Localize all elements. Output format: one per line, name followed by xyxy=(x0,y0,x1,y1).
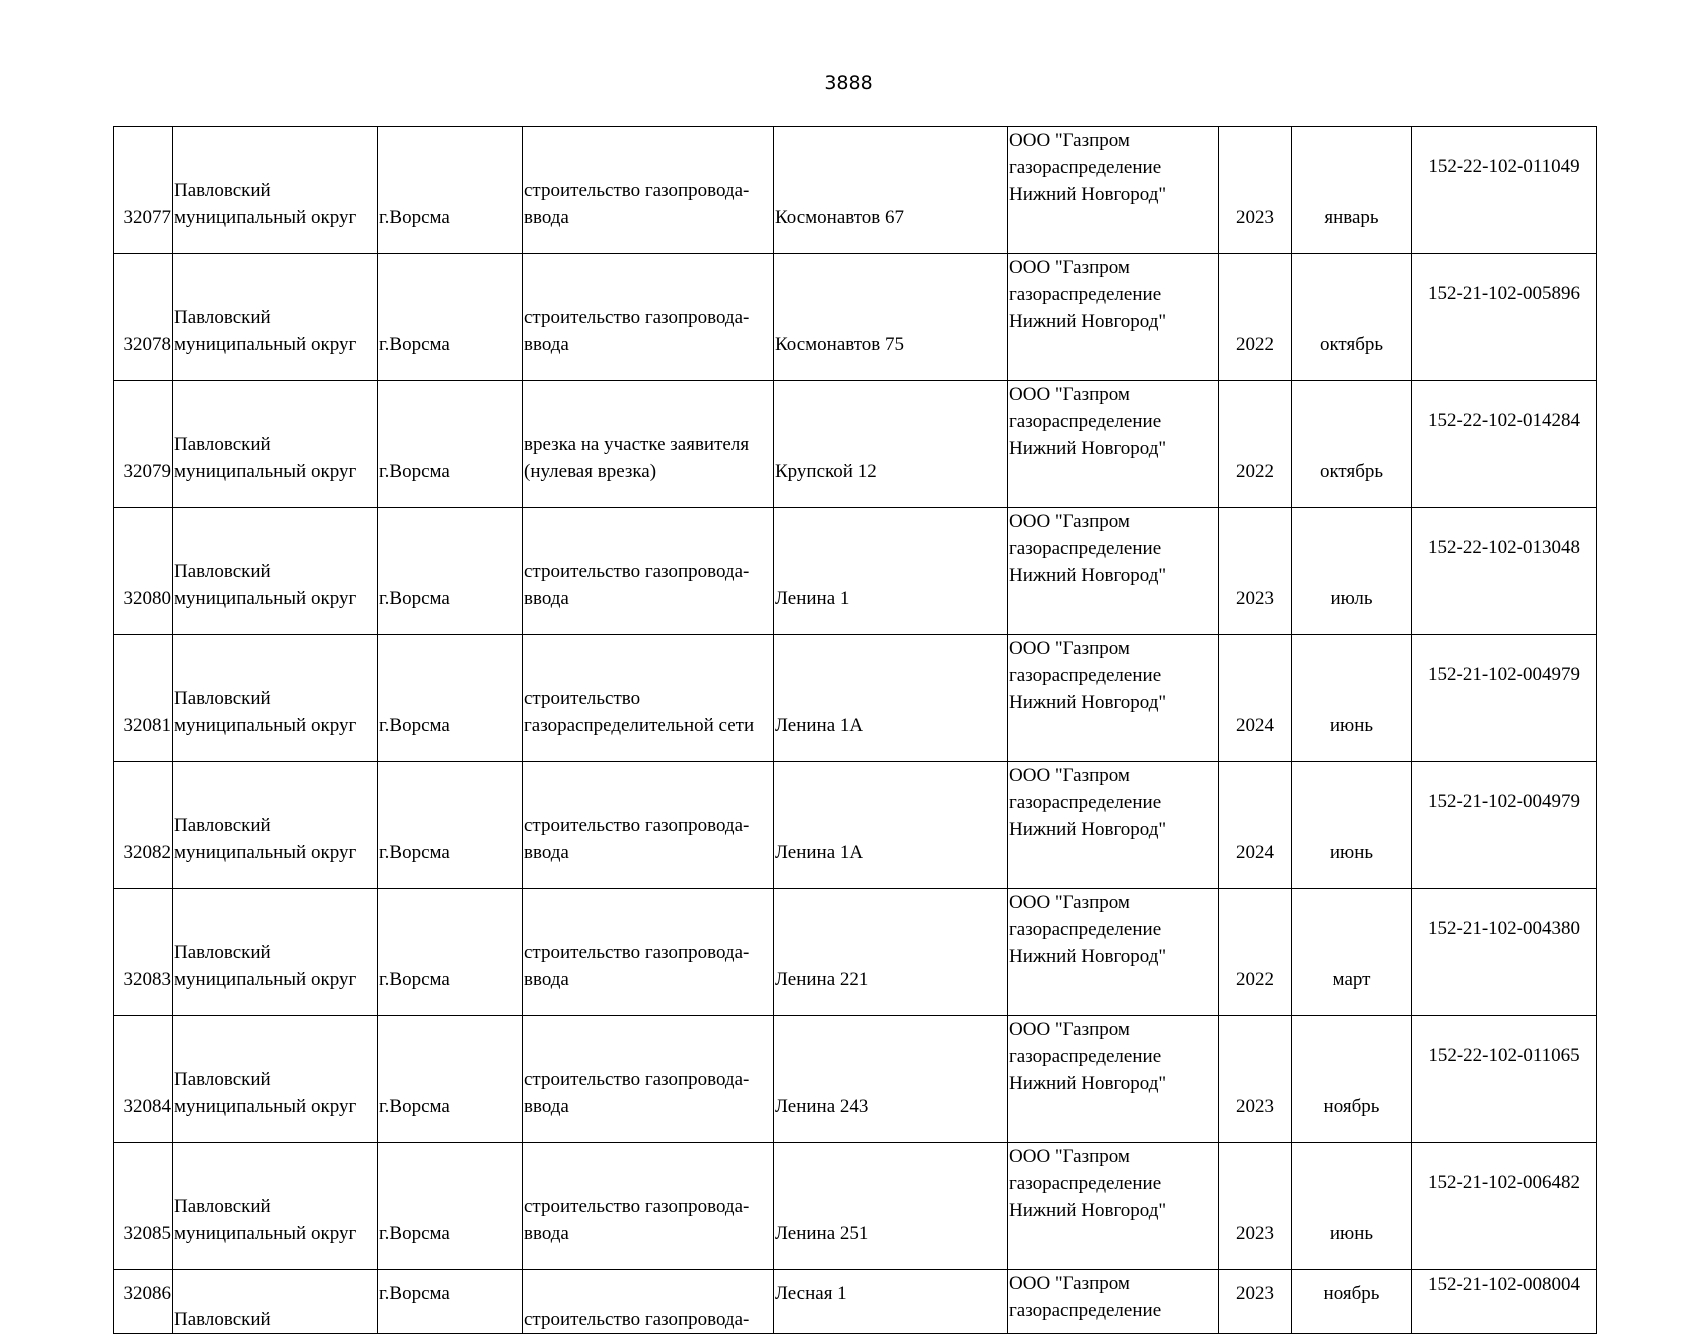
org-line: ООО "Газпром xyxy=(1009,638,1130,659)
work-type-cell xyxy=(523,762,774,889)
district-line: муниципальный округ xyxy=(174,715,357,736)
org-line: ООО "Газпром xyxy=(1009,1146,1130,1167)
district-cell xyxy=(173,381,378,508)
org-line: газораспределение xyxy=(1009,1173,1162,1194)
application-code-cell: 152-21-102-004380 xyxy=(1412,889,1597,1016)
record-number: 32084 xyxy=(114,1016,173,1143)
work-line: строительство газопровода- xyxy=(524,561,750,582)
record-number: 32082 xyxy=(114,762,173,889)
org-line: газораспределение xyxy=(1009,538,1162,559)
year-cell: 2023 xyxy=(1219,1270,1292,1334)
city-cell: г.Ворсма xyxy=(378,1143,523,1270)
year-cell: 2022 xyxy=(1219,889,1292,1016)
table-row xyxy=(114,254,1597,381)
year-cell: 2023 xyxy=(1219,127,1292,254)
org-line: Нижний Новгород" xyxy=(1009,692,1167,713)
city-cell: г.Ворсма xyxy=(378,1270,523,1334)
work-line: строительство газопровода- xyxy=(524,942,750,963)
org-line: ООО "Газпром xyxy=(1009,257,1130,278)
work-line: ввода xyxy=(524,1096,569,1117)
city-cell: г.Ворсма xyxy=(378,254,523,381)
org-line: Нижний Новгород" xyxy=(1009,565,1167,586)
table-row xyxy=(114,1143,1597,1270)
table-row xyxy=(114,1270,1597,1334)
work-type-cell xyxy=(523,635,774,762)
city-cell: г.Ворсма xyxy=(378,762,523,889)
year-cell: 2022 xyxy=(1219,254,1292,381)
org-line: газораспределение xyxy=(1009,411,1162,432)
application-code-cell: 152-21-102-005896 xyxy=(1412,254,1597,381)
organization-cell xyxy=(1008,127,1219,254)
org-line: Нижний Новгород" xyxy=(1009,1073,1167,1094)
org-line: ООО "Газпром xyxy=(1009,511,1130,532)
work-line: строительство xyxy=(524,688,641,709)
district-line: Павловский xyxy=(174,942,271,963)
month-cell: июнь xyxy=(1292,1143,1412,1270)
district-cell xyxy=(173,1143,378,1270)
work-type-cell xyxy=(523,381,774,508)
org-line: Нижний Новгород" xyxy=(1009,184,1167,205)
application-code-cell: 152-21-102-006482 xyxy=(1412,1143,1597,1270)
org-line: Нижний Новгород" xyxy=(1009,819,1167,840)
district-line: муниципальный округ xyxy=(174,588,357,609)
work-line: строительство газопровода- xyxy=(524,1309,750,1330)
district-line: Павловский xyxy=(174,1196,271,1217)
record-number: 32086 xyxy=(114,1270,173,1334)
district-line: Павловский xyxy=(174,180,271,201)
district-line: муниципальный округ xyxy=(174,1223,357,1244)
month-cell: ноябрь xyxy=(1292,1016,1412,1143)
district-line: Павловский xyxy=(174,688,271,709)
work-type-cell xyxy=(523,1016,774,1143)
organization-cell xyxy=(1008,1270,1219,1334)
district-cell xyxy=(173,508,378,635)
organization-cell xyxy=(1008,889,1219,1016)
city-cell: г.Ворсма xyxy=(378,508,523,635)
work-type-cell xyxy=(523,127,774,254)
work-line: строительство газопровода- xyxy=(524,815,750,836)
table-row xyxy=(114,127,1597,254)
org-line: газораспределение xyxy=(1009,1300,1162,1321)
organization-cell xyxy=(1008,762,1219,889)
month-cell: июнь xyxy=(1292,635,1412,762)
record-number: 32077 xyxy=(114,127,173,254)
table-row xyxy=(114,1016,1597,1143)
work-line: строительство газопровода- xyxy=(524,180,750,201)
organization-cell xyxy=(1008,381,1219,508)
district-line: Павловский xyxy=(174,1069,271,1090)
district-line: муниципальный округ xyxy=(174,461,357,482)
application-code-cell: 152-22-102-014284 xyxy=(1412,381,1597,508)
district-line: муниципальный округ xyxy=(174,1096,357,1117)
address-cell: Крупской 12 xyxy=(774,381,1008,508)
year-cell: 2023 xyxy=(1219,508,1292,635)
district-line: Павловский xyxy=(174,815,271,836)
address-cell: Ленина 1 xyxy=(774,508,1008,635)
district-line: муниципальный округ xyxy=(174,842,357,863)
address-cell: Лесная 1 xyxy=(774,1270,1008,1334)
page-number: 3888 xyxy=(824,72,873,94)
org-line: Нижний Новгород" xyxy=(1009,1200,1167,1221)
month-cell: январь xyxy=(1292,127,1412,254)
work-line: ввода xyxy=(524,969,569,990)
district-line: Павловский xyxy=(174,561,271,582)
city-cell: г.Ворсма xyxy=(378,127,523,254)
work-line: ввода xyxy=(524,207,569,228)
district-cell xyxy=(173,762,378,889)
month-cell: октябрь xyxy=(1292,381,1412,508)
org-line: газораспределение xyxy=(1009,1046,1162,1067)
month-cell: июль xyxy=(1292,508,1412,635)
month-cell: ноябрь xyxy=(1292,1270,1412,1334)
application-code-cell: 152-22-102-011049 xyxy=(1412,127,1597,254)
application-code-cell: 152-21-102-004979 xyxy=(1412,635,1597,762)
district-line: муниципальный округ xyxy=(174,207,357,228)
work-type-cell xyxy=(523,889,774,1016)
org-line: ООО "Газпром xyxy=(1009,1019,1130,1040)
table-row xyxy=(114,381,1597,508)
city-cell: г.Ворсма xyxy=(378,635,523,762)
district-cell xyxy=(173,635,378,762)
month-cell: октябрь xyxy=(1292,254,1412,381)
district-line: Павловский xyxy=(174,1309,271,1330)
year-cell: 2023 xyxy=(1219,1016,1292,1143)
table-row xyxy=(114,508,1597,635)
address-cell: Ленина 251 xyxy=(774,1143,1008,1270)
district-line: Павловский xyxy=(174,434,271,455)
year-cell: 2023 xyxy=(1219,1143,1292,1270)
district-line: муниципальный округ xyxy=(174,334,357,355)
address-cell: Ленина 1А xyxy=(774,762,1008,889)
work-line: врезка на участке заявителя xyxy=(524,434,750,455)
application-code-cell: 152-21-102-008004 xyxy=(1412,1270,1597,1334)
table-row xyxy=(114,635,1597,762)
org-line: ООО "Газпром xyxy=(1009,1273,1130,1294)
org-line: Нижний Новгород" xyxy=(1009,311,1167,332)
record-number: 32078 xyxy=(114,254,173,381)
city-cell: г.Ворсма xyxy=(378,381,523,508)
year-cell: 2024 xyxy=(1219,635,1292,762)
org-line: Нижний Новгород" xyxy=(1009,946,1167,967)
district-line: Павловский xyxy=(174,307,271,328)
work-line: строительство газопровода- xyxy=(524,307,750,328)
org-line: газораспределение xyxy=(1009,792,1162,813)
work-line: газораспределительной сети xyxy=(524,715,755,736)
work-type-cell xyxy=(523,1270,774,1334)
org-line: газораспределение xyxy=(1009,284,1162,305)
district-cell xyxy=(173,1016,378,1143)
work-type-cell xyxy=(523,1143,774,1270)
district-line: муниципальный округ xyxy=(174,969,357,990)
work-line: (нулевая врезка) xyxy=(524,461,657,482)
month-cell: март xyxy=(1292,889,1412,1016)
record-number: 32081 xyxy=(114,635,173,762)
application-code-cell: 152-22-102-013048 xyxy=(1412,508,1597,635)
work-line: ввода xyxy=(524,334,569,355)
record-number: 32080 xyxy=(114,508,173,635)
org-line: ООО "Газпром xyxy=(1009,384,1130,405)
address-cell: Ленина 243 xyxy=(774,1016,1008,1143)
district-cell xyxy=(173,889,378,1016)
record-number: 32079 xyxy=(114,381,173,508)
org-line: газораспределение xyxy=(1009,157,1162,178)
district-cell xyxy=(173,254,378,381)
address-cell: Космонавтов 75 xyxy=(774,254,1008,381)
work-line: строительство газопровода- xyxy=(524,1196,750,1217)
work-line: ввода xyxy=(524,1223,569,1244)
record-number: 32085 xyxy=(114,1143,173,1270)
work-line: ввода xyxy=(524,588,569,609)
city-cell: г.Ворсма xyxy=(378,889,523,1016)
city-cell: г.Ворсма xyxy=(378,1016,523,1143)
organization-cell xyxy=(1008,1016,1219,1143)
org-line: газораспределение xyxy=(1009,919,1162,940)
org-line: ООО "Газпром xyxy=(1009,765,1130,786)
application-code-cell: 152-22-102-011065 xyxy=(1412,1016,1597,1143)
address-cell: Ленина 1А xyxy=(774,635,1008,762)
organization-cell xyxy=(1008,1143,1219,1270)
work-type-cell xyxy=(523,254,774,381)
application-code-cell: 152-21-102-004979 xyxy=(1412,762,1597,889)
district-cell xyxy=(173,1270,378,1334)
org-line: ООО "Газпром xyxy=(1009,892,1130,913)
organization-cell xyxy=(1008,254,1219,381)
organization-cell xyxy=(1008,508,1219,635)
org-line: ООО "Газпром xyxy=(1009,130,1130,151)
address-cell: Ленина 221 xyxy=(774,889,1008,1016)
gas-connection-table xyxy=(113,126,1597,1334)
record-number: 32083 xyxy=(114,889,173,1016)
month-cell: июнь xyxy=(1292,762,1412,889)
address-cell: Космонавтов 67 xyxy=(774,127,1008,254)
year-cell: 2024 xyxy=(1219,762,1292,889)
table-row xyxy=(114,762,1597,889)
table-row xyxy=(114,889,1597,1016)
work-line: строительство газопровода- xyxy=(524,1069,750,1090)
year-cell: 2022 xyxy=(1219,381,1292,508)
work-line: ввода xyxy=(524,842,569,863)
organization-cell xyxy=(1008,635,1219,762)
district-cell xyxy=(173,127,378,254)
org-line: Нижний Новгород" xyxy=(1009,438,1167,459)
org-line: газораспределение xyxy=(1009,665,1162,686)
work-type-cell xyxy=(523,508,774,635)
